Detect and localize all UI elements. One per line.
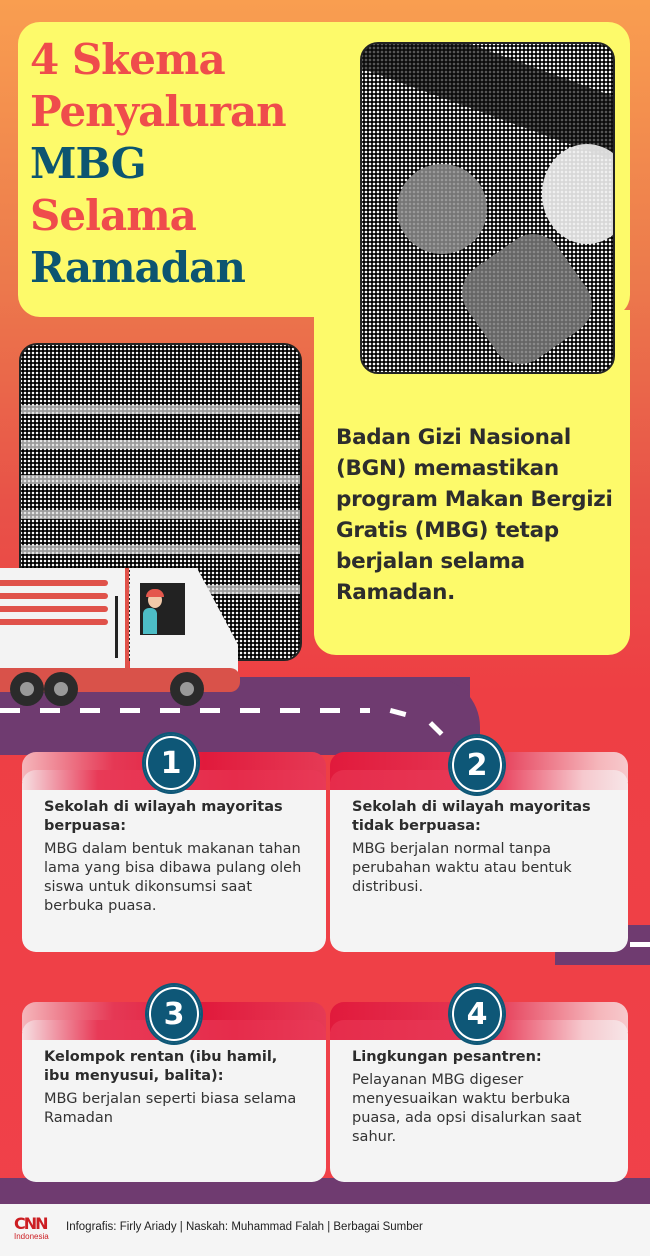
road-lane-marking <box>630 942 650 947</box>
wheel-icon <box>170 672 204 706</box>
driver-cap <box>146 589 164 597</box>
title-line-3: MBG <box>30 139 146 188</box>
intro-text: Badan Gizi Nasional (BGN) memastikan program Makan Bergizi Gratis (MBG) tetap berjalan selama Ramadan. <box>336 425 613 605</box>
food-tray-photo <box>360 42 615 374</box>
truck-handle <box>115 596 118 658</box>
credits-text: Infografis: Firly Ariady | Naskah: Muhammad Falah | Berbagai Sumber <box>66 1221 423 1233</box>
logo-subtext: Indonesia <box>14 1232 49 1241</box>
cnn-indonesia-logo <box>14 1216 54 1242</box>
title-line-1: 4 Skema <box>30 35 225 84</box>
scheme-text: MBG dalam bentuk makanan tahan lama yang bisa dibawa pulang oleh siswa untuk dikonsumsi saat berbuka puasa. <box>44 841 302 914</box>
wheel-icon <box>10 672 44 706</box>
title-line-5: Ramadan <box>30 243 245 292</box>
number-badge-4: 4 <box>448 983 506 1045</box>
wheel-icon <box>44 672 78 706</box>
scheme-title: Sekolah di wilayah mayoritas berpuasa: <box>44 799 283 834</box>
title-line-2: Penyaluran <box>30 87 286 136</box>
number-badge-3: 3 <box>145 983 203 1045</box>
number-badge-1: 1 <box>142 732 200 794</box>
number-badge-2: 2 <box>448 734 506 796</box>
scheme-text: Pelayanan MBG digeser menyesuaikan waktu berbuka puasa, ada opsi disalurkan saat sahur. <box>352 1072 582 1145</box>
page-title <box>30 34 360 294</box>
scheme-title: Sekolah di wilayah mayoritas tidak berpuasa: <box>352 799 591 834</box>
driver-icon <box>143 608 157 634</box>
road-lane-markings <box>0 708 370 713</box>
scheme-text: MBG berjalan seperti biasa selama Ramadan <box>44 1091 297 1126</box>
scheme-text: MBG berjalan normal tanpa perubahan waktu atau bentuk distribusi. <box>352 841 572 895</box>
scheme-title: Lingkungan pesantren: <box>352 1049 542 1065</box>
logo-mark: CNN <box>14 1214 47 1233</box>
scheme-title: Kelompok rentan (ibu hamil, ibu menyusui, balita): <box>44 1049 278 1084</box>
title-line-4: Selama <box>30 191 196 240</box>
